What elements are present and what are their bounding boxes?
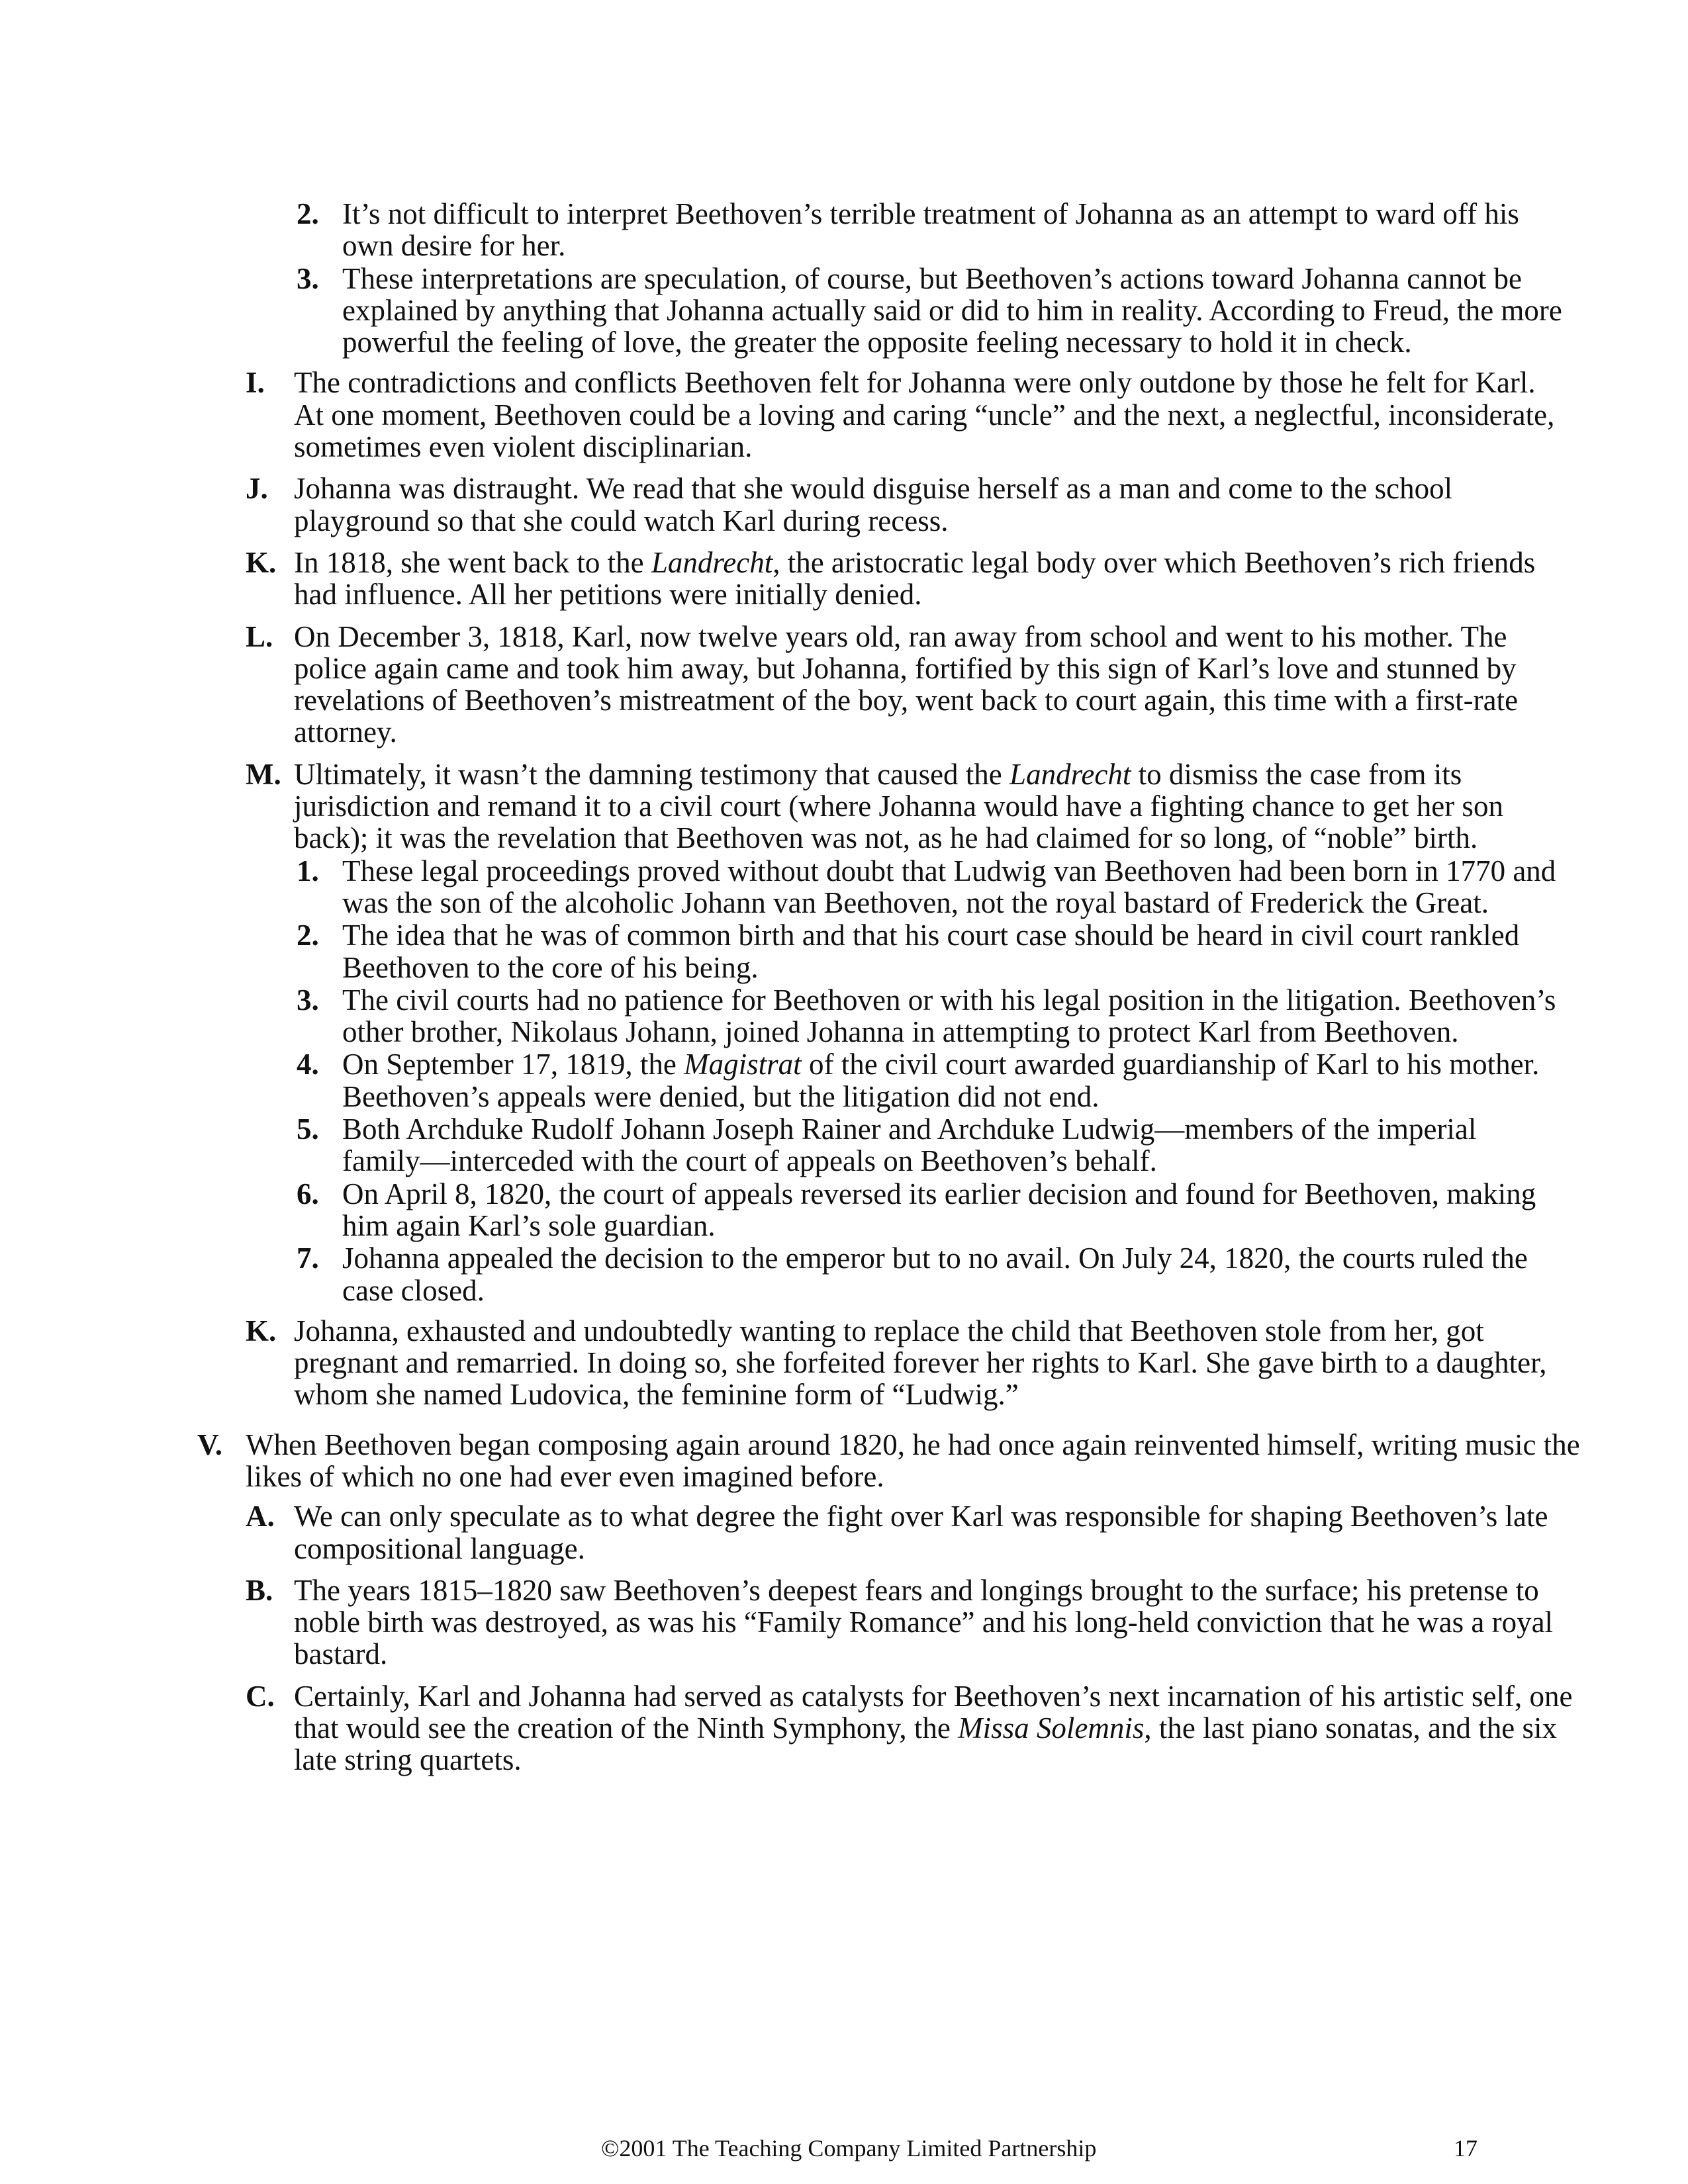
text-segment: was the son of the alcoholic Johann van Beethoven, not the royal bastard of Frederick the Great. [342,886,1489,919]
outline-item-label: 5. [297,1113,319,1146]
text-segment: had influence. All her petitions were initially denied. [294,578,922,612]
text-segment: own desire for her. [342,229,566,263]
outline-item-label: A. [246,1500,275,1533]
outline-item-text [294,1500,1688,1565]
text-segment: other brother, Nikolaus Johann, joined Johanna in attempting to protect Karl from Beethoven. [342,1015,1459,1049]
outline-item-text [342,1178,1688,1242]
text-segment: Beethoven to the core of his being. [342,950,759,984]
text-segment: jurisdiction and remand it to a civil court (where Johanna would have a fighting chance to get her son [294,790,1503,823]
italic-term: Landrecht [1009,757,1131,791]
footer-copyright: ©2001 The Teaching Company Limited Partnership [601,2135,1097,2161]
outline-item-label: C. [246,1679,275,1713]
text-segment: sometimes even violent disciplinarian. [294,430,753,464]
outline-item-text [342,1242,1688,1306]
page-number: 17 [1454,2135,1477,2161]
text-segment: back); it was the revelation that Beethoven was not, as he had claimed for so long, of “noble” birth. [294,821,1478,855]
text-line [294,1315,1688,1347]
text-segment: These interpretations are speculation, of course, but Beethoven’s actions toward Johanna cannot be [342,261,1522,295]
text-line [294,473,1688,504]
text-segment: The idea that he was of common birth and that his court case should be heard in civil court rankled [342,919,1520,952]
text-line [342,855,1688,887]
text-segment: playground so that she could watch Karl during recess. [294,504,949,537]
text-line [342,295,1688,326]
outline-item-label: 3. [297,983,319,1017]
text-line [294,716,1688,748]
text-line [294,1379,1688,1410]
text-line [294,1606,1688,1638]
text-segment: bastard. [294,1637,388,1671]
text-line [294,653,1688,684]
text-line [342,1048,1688,1080]
outline-item-label: V. [197,1428,222,1461]
outline-item [0,621,1688,749]
outline-item [0,1429,1688,1493]
text-line [342,230,1688,261]
text-line [342,984,1688,1016]
outline-item-label: M. [246,757,281,791]
text-segment: The years 1815–1820 saw Beethoven’s deepest fears and longings brought to the surface; his pretense to [294,1573,1539,1607]
text-line [342,952,1688,983]
text-line [342,198,1688,230]
outline-item-text [342,855,1688,919]
text-line [342,263,1688,295]
outline-item-label: 7. [297,1242,319,1275]
text-line [294,1347,1688,1379]
outline-item-label: B. [246,1573,273,1607]
text-segment: attorney. [294,715,397,749]
text-line [294,578,1688,610]
text-segment: noble birth was destroyed, as was his “Family Romance” and his long-held conviction that he was a royal [294,1606,1554,1639]
text-segment: We can only speculate as to what degree the fight over Karl was responsible for shaping Beethoven’s late [294,1500,1548,1533]
text-segment: Johanna appealed the decision to the emperor but to no avail. On July 24, 1820, the courts ruled the [342,1242,1528,1275]
text-segment: police again came and took him away, but Johanna, fortified by this sign of Karl’s love and stunned by [294,651,1517,685]
text-line [342,1016,1688,1048]
text-line [294,1680,1688,1712]
outline-item-label: I. [246,366,265,400]
text-line [294,621,1688,653]
text-segment: that would see the creation of the Ninth Symphony, the [294,1711,959,1745]
outline-item [0,547,1688,611]
text-segment: explained by anything that Johanna actually said or did to him in reality. According to Freud, the more [342,293,1562,327]
outline-item-label: 1. [297,854,319,887]
outline-item [0,1113,1688,1177]
outline-item-text [342,1048,1688,1113]
text-segment: pregnant and remarried. In doing so, she forfeited forever her rights to Karl. She gave birth to a daughter, [294,1346,1547,1380]
text-line [342,326,1688,358]
outline-item-text [342,1113,1688,1177]
text-segment: late string quartets. [294,1743,522,1777]
text-segment: family—interceded with the court of appeals on Beethoven’s behalf. [342,1144,1157,1178]
outline-item [0,855,1688,919]
text-line [294,758,1688,790]
text-segment: to dismiss the case from its [1131,757,1462,791]
text-segment: powerful the feeling of love, the greater the opposite feeling necessary to hold it in check. [342,326,1412,359]
outline-item [0,367,1688,463]
text-segment: him again Karl’s sole guardian. [342,1208,716,1242]
text-segment: , the last piano sonatas, and the six [1144,1711,1558,1745]
text-line [294,431,1688,463]
outline-item-text [294,547,1688,611]
outline-item-text [342,198,1688,262]
outline-item-label: 4. [297,1048,319,1081]
text-line [294,822,1688,854]
text-line [294,1712,1688,1744]
outline-item [0,919,1688,983]
text-segment: Johanna, exhausted and undoubtedly wanting to replace the child that Beethoven stole from her, got [294,1314,1484,1347]
text-line [294,399,1688,431]
outline-item-label: 6. [297,1177,319,1210]
outline-item-label: 2. [297,919,319,952]
text-line [294,1500,1688,1532]
text-line [342,887,1688,919]
text-line [294,505,1688,537]
text-segment: , the aristocratic legal body over which Beethoven’s rich friends [773,545,1536,579]
text-line [246,1429,1688,1461]
text-segment: case closed. [342,1273,485,1307]
text-segment: Beethoven’s appeals were denied, but the litigation did not end. [342,1079,1100,1113]
outline-item [0,1048,1688,1113]
text-line [294,547,1688,578]
outline-item-label: K. [246,545,277,579]
outline-item [0,984,1688,1048]
text-line [294,1574,1688,1606]
text-segment: Certainly, Karl and Johanna had served as catalysts for Beethoven’s next incarnation of his artistic self, one [294,1679,1573,1713]
outline-item-label: 3. [297,261,319,295]
outline-item-text [294,1315,1688,1411]
text-segment: At one moment, Beethoven could be a loving and caring “uncle” and the next, a neglectful, inconsiderate, [294,398,1555,432]
text-line [342,1275,1688,1306]
outline-item [0,1574,1688,1670]
outline-item-text [294,1574,1688,1670]
text-line [294,1533,1688,1565]
text-line [342,1113,1688,1145]
text-segment: When Beethoven began composing again around 1820, he had once again reinvented himself, writing music the [246,1428,1580,1461]
text-line [342,1210,1688,1242]
outline-item-label: J. [246,472,268,506]
outline-item-text [294,621,1688,749]
outline-item-text [294,367,1688,463]
text-segment: Johanna was distraught. We read that she would disguise herself as a man and come to the school [294,472,1453,506]
outline-item-label: 2. [297,197,319,230]
text-line [294,1638,1688,1670]
outline-item-text [294,1680,1688,1776]
text-segment: On December 3, 1818, Karl, now twelve years old, ran away from school and went to his mother. The [294,619,1507,653]
outline-item [0,263,1688,359]
outline-item-text [294,473,1688,537]
text-line [294,367,1688,398]
outline-item [0,198,1688,262]
text-line [342,919,1688,951]
text-segment: In 1818, she went back to the [294,545,651,579]
text-segment: On September 17, 1819, the [342,1048,684,1081]
text-segment: On April 8, 1820, the court of appeals reversed its earlier decision and found for Beethoven, making [342,1177,1536,1210]
outline-item-text [294,758,1688,854]
outline-item-text [342,263,1688,359]
outline-item-label: L. [246,619,273,653]
outline-item-text [246,1429,1688,1493]
outline-item [0,1242,1688,1306]
text-segment: The civil courts had no patience for Beethoven or with his legal position in the litigation. Beethoven’s [342,983,1556,1017]
text-line [246,1461,1688,1492]
italic-term: Magistrat [684,1048,802,1081]
outline-item-text [342,919,1688,983]
outline-item [0,473,1688,537]
text-segment: likes of which no one had ever even imagined before. [246,1459,884,1493]
text-segment: These legal proceedings proved without doubt that Ludwig van Beethoven had been born in 1770 and [342,854,1556,887]
outline-body [0,198,1688,1776]
text-line [342,1242,1688,1274]
text-segment: The contradictions and conflicts Beethoven felt for Johanna were only outdone by those he felt for Karl. [294,366,1536,400]
text-segment: revelations of Beethoven’s mistreatment of the boy, went back to court again, this time with a first-rate [294,684,1519,717]
text-segment: Both Archduke Rudolf Johann Joseph Rainer and Archduke Ludwig—members of the imperial [342,1113,1477,1146]
text-line [342,1081,1688,1113]
text-line [342,1178,1688,1210]
italic-term: Landrecht [651,545,773,579]
text-segment: compositional language. [294,1531,585,1565]
text-line [294,790,1688,822]
outline-item [0,1680,1688,1776]
outline-item [0,1500,1688,1565]
text-segment: Ultimately, it wasn’t the damning testimony that caused the [294,757,1010,791]
text-line [294,684,1688,716]
italic-term: Missa Solemnis [958,1711,1145,1745]
outline-item-label: K. [246,1314,277,1347]
outline-item [0,1178,1688,1242]
text-segment: of the civil court awarded guardianship of Karl to his mother. [801,1048,1540,1081]
outline-item [0,1315,1688,1411]
outline-item-text [342,984,1688,1048]
text-line [294,1744,1688,1776]
text-segment: It’s not difficult to interpret Beethoven’s terrible treatment of Johanna as an attempt to ward off his [342,197,1519,230]
text-segment: whom she named Ludovica, the feminine form of “Ludwig.” [294,1378,1019,1412]
text-line [342,1145,1688,1177]
outline-item [0,758,1688,854]
